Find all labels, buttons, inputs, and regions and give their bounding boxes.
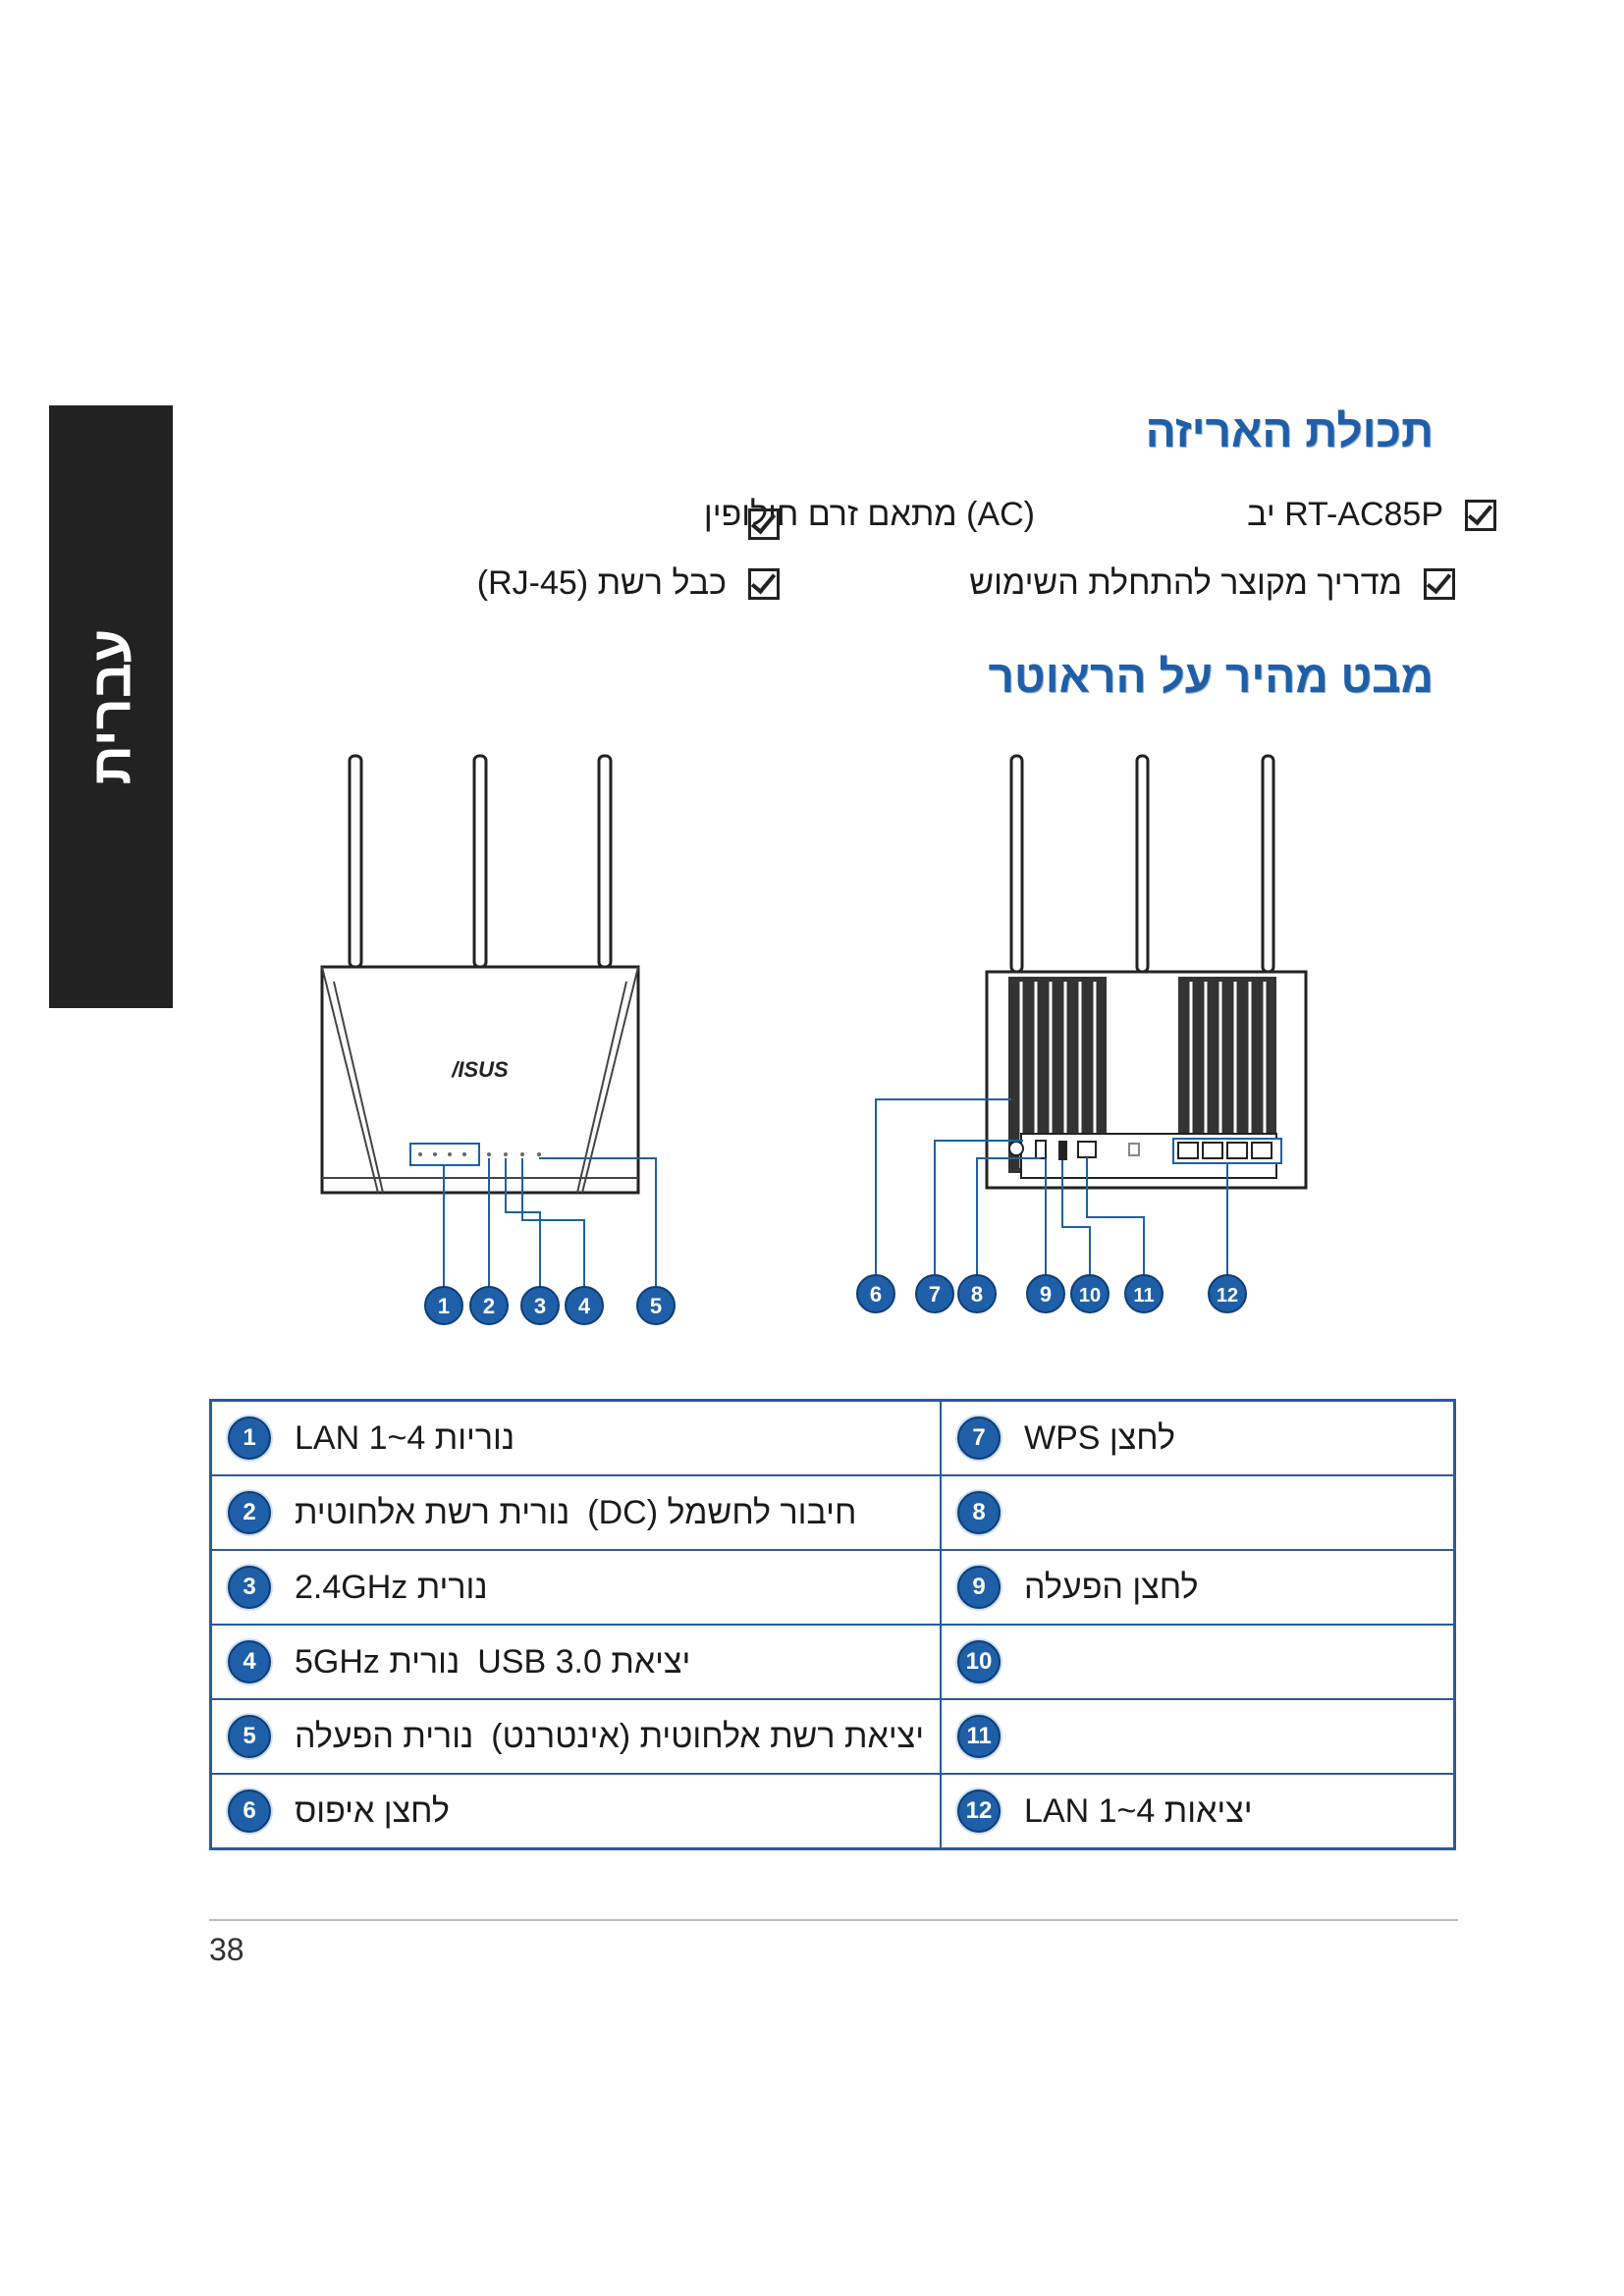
svg-text:9: 9 xyxy=(1039,1282,1053,1307)
legend-number: 4 xyxy=(228,1640,271,1683)
legend-text: חיבור לחשמל (DC) xyxy=(587,1493,857,1531)
table-row xyxy=(211,1625,1455,1699)
checkbox-checked-icon xyxy=(748,568,780,600)
package-item-label: (AC) מתאם זרם חילופין xyxy=(703,496,1035,533)
antenna-center xyxy=(474,756,486,967)
svg-text:7: 7 xyxy=(928,1282,942,1307)
svg-text:10: 10 xyxy=(1078,1285,1102,1307)
router-front-diagram xyxy=(295,746,687,1325)
legend-text: נורית רשת אלחוטית xyxy=(295,1493,570,1531)
antenna-right xyxy=(599,756,611,967)
svg-text:8: 8 xyxy=(970,1282,984,1307)
legend-number: 12 xyxy=(957,1789,1001,1833)
package-item-label: מדריך מקוצר להתחלת השימוש xyxy=(969,564,1402,602)
svg-text:1: 1 xyxy=(437,1294,451,1318)
legend-text: יציאת רשת אלחוטית (אינטרנט) xyxy=(491,1717,925,1755)
legend-text: לחצן WPS xyxy=(1024,1418,1176,1457)
svg-text:4: 4 xyxy=(577,1294,591,1318)
legend-number: 11 xyxy=(957,1715,1001,1758)
reset-button-icon xyxy=(1036,1141,1046,1158)
svg-text:3: 3 xyxy=(533,1294,547,1318)
wan-port-icon xyxy=(1078,1142,1096,1157)
package-contents-heading: תכולת האריזה xyxy=(1145,405,1434,456)
footer-divider xyxy=(209,1919,1458,1921)
legend-text: נוריות LAN 1~4 xyxy=(295,1418,515,1457)
table-row xyxy=(211,1550,1455,1625)
svg-text:12: 12 xyxy=(1216,1285,1239,1307)
legend-number: 2 xyxy=(228,1491,271,1534)
antenna-left xyxy=(350,756,361,967)
package-item-router xyxy=(1247,496,1496,534)
legend-number: 1 xyxy=(228,1416,271,1460)
legend-number: 7 xyxy=(957,1416,1001,1460)
legend-number: 5 xyxy=(228,1715,271,1758)
legend-number: 10 xyxy=(957,1640,1001,1683)
legend-text: לחצן איפוס xyxy=(295,1791,450,1830)
table-row xyxy=(211,1699,1455,1774)
package-item-label: RT-AC85P יב xyxy=(1247,496,1443,533)
checkbox-checked-icon xyxy=(1424,568,1455,600)
usb-port-icon xyxy=(1058,1141,1067,1160)
legend-number: 9 xyxy=(957,1566,1001,1609)
table-row xyxy=(211,1401,1455,1476)
router-back-diagram xyxy=(844,746,1355,1315)
antenna-center xyxy=(1137,756,1148,972)
antenna-left xyxy=(1011,756,1022,972)
legend-text: לחצן הפעלה xyxy=(1024,1568,1199,1606)
legend-text: נורית 5GHz xyxy=(295,1642,460,1681)
legend-number: 3 xyxy=(228,1566,271,1609)
power-jack-icon xyxy=(1009,1142,1023,1155)
language-label: עברית xyxy=(80,628,142,785)
language-sidebar-tab xyxy=(49,405,173,1008)
legend-text: יציאת USB 3.0 xyxy=(477,1642,691,1681)
table-row xyxy=(211,1774,1455,1849)
svg-text:5: 5 xyxy=(649,1294,663,1318)
checkbox-checked-icon xyxy=(1465,500,1496,531)
legend-text: יציאות LAN 1~4 xyxy=(1024,1791,1253,1830)
package-item-quick-start-guide xyxy=(969,564,1455,603)
package-item-checkbox-only xyxy=(727,508,780,540)
legend-number: 6 xyxy=(228,1789,271,1833)
svg-text:2: 2 xyxy=(482,1294,496,1318)
legend-text: נורית הפעלה xyxy=(295,1717,474,1755)
svg-text:6: 6 xyxy=(869,1282,883,1307)
checkbox-checked-icon xyxy=(748,508,780,540)
antenna-right xyxy=(1263,756,1273,972)
quick-look-heading: מבט מהיר על הראוטר xyxy=(988,651,1434,702)
svg-text:11: 11 xyxy=(1133,1285,1155,1307)
legend-number: 8 xyxy=(957,1491,1001,1534)
brand-logo: /ISUS xyxy=(452,1057,509,1082)
legend-text: נורית 2.4GHz xyxy=(295,1568,488,1606)
package-item-label: כבל רשת (RJ-45) xyxy=(476,564,727,602)
package-item-network-cable xyxy=(477,564,780,603)
ports-legend-table xyxy=(209,1399,1456,1850)
table-row xyxy=(211,1475,1455,1550)
page-number: 38 xyxy=(209,1932,244,1967)
